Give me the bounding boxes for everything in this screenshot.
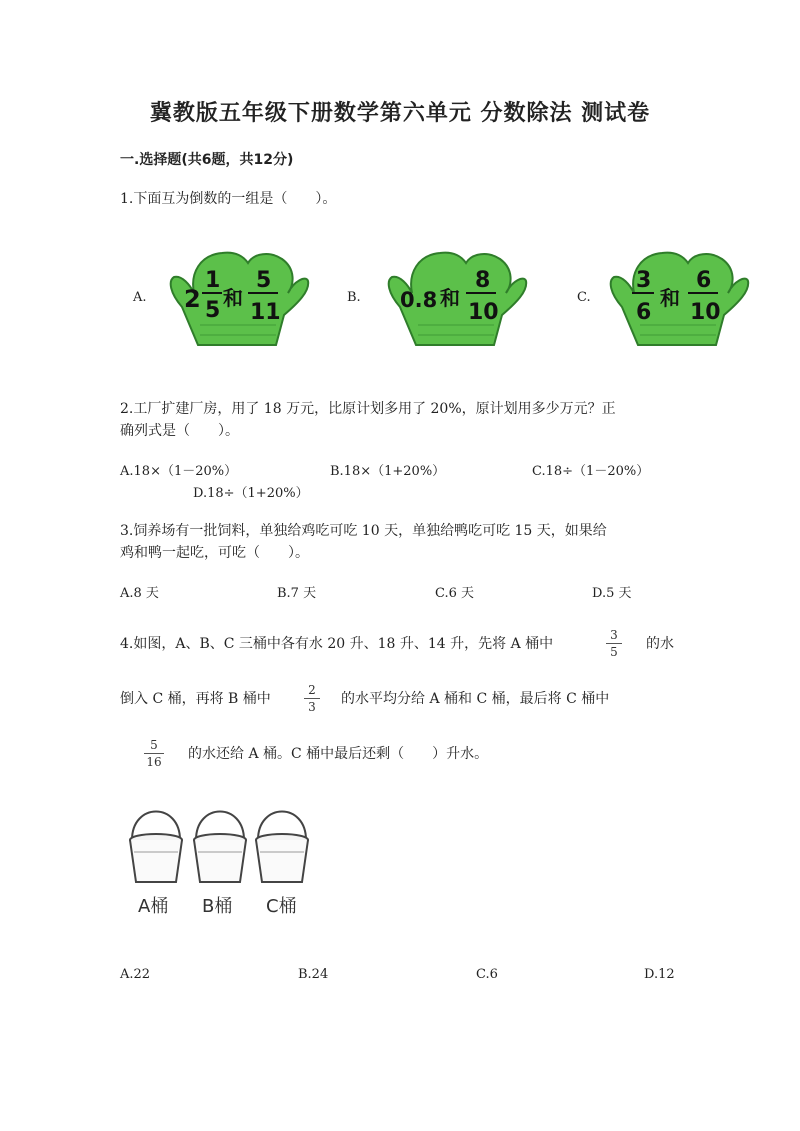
mitten-option-b-image (378, 245, 528, 355)
mitten-c-denominator-2: 10 (690, 300, 721, 325)
question-4-line-1a: 4.如图，A、B、C 三桶中各有水 20 升、18 升、14 升，先将 A 桶中 (120, 636, 554, 652)
mitten-b-and: 和 (440, 286, 460, 310)
q2-option-d: D.18÷（1+20%） (193, 486, 309, 501)
question-1-text: 1.下面互为倒数的一组是（ ）。 (120, 191, 337, 207)
fraction-3-denominator: 16 (146, 755, 162, 769)
q4-option-a: A.22 (120, 967, 151, 982)
mitten-option-c-image (600, 245, 750, 355)
mitten-b-left: 0.8 (400, 288, 438, 312)
q1-option-a-label: A. (133, 290, 147, 305)
question-2-line-2: 确列式是（ ）。 (120, 423, 239, 439)
q4-option-c: C.6 (476, 967, 498, 982)
q2-option-b: B.18×（1+20%） (330, 464, 446, 479)
mitten-c-numerator-1: 3 (636, 268, 652, 293)
q1-option-c-label: C. (577, 290, 591, 305)
section-heading: 一.选择题(共6题，共12分) (120, 152, 294, 168)
mitten-a-and: 和 (223, 286, 243, 310)
mitten-c-denominator-1: 6 (636, 300, 652, 325)
q3-option-c: C.6 天 (435, 586, 475, 601)
bucket-a-label: A桶 (138, 896, 169, 917)
bucket-c-label: C桶 (266, 896, 297, 917)
fraction-two-thirds (304, 683, 320, 714)
q3-option-d: D.5 天 (592, 586, 632, 601)
mitten-c-and: 和 (660, 286, 680, 310)
fraction-2-numerator: 2 (308, 683, 316, 697)
mitten-a-numerator-2: 5 (256, 268, 272, 293)
bucket-a-icon (130, 812, 182, 883)
fraction-five-sixteenths (144, 738, 164, 769)
q2-option-c: C.18÷（1－20%） (532, 464, 650, 479)
mitten-a-numerator-1: 1 (205, 268, 221, 293)
buckets-figure (120, 800, 320, 930)
fraction-1-denominator: 5 (610, 645, 618, 659)
mitten-b-numerator: 8 (475, 268, 491, 293)
question-3-line-1: 3.饲养场有一批饲料，单独给鸡吃可吃 10 天，单独给鸭吃可吃 15 天，如果给 (120, 523, 607, 539)
question-4-line-1b: 的水 (646, 636, 674, 652)
mitten-a-denominator-1: 5 (205, 298, 221, 323)
page-title: 冀教版五年级下册数学第六单元 分数除法 测试卷 (149, 101, 651, 126)
mitten-option-a-image (160, 245, 310, 355)
q4-option-d: D.12 (644, 967, 675, 982)
fraction-2-denominator: 3 (308, 700, 316, 714)
question-3-line-2: 鸡和鸭一起吃，可吃（ ）。 (120, 545, 309, 561)
q2-option-a: A.18×（1－20%） (120, 464, 238, 479)
question-4-line-3: 的水还给 A 桶。C 桶中最后还剩（ ）升水。 (188, 746, 489, 762)
mitten-c-numerator-2: 6 (696, 268, 712, 293)
mitten-a-denominator-2: 11 (250, 300, 281, 325)
q1-option-b-label: B. (347, 290, 361, 305)
fraction-3-numerator: 5 (150, 738, 158, 752)
question-2-line-1: 2.工厂扩建厂房，用了 18 万元，比原计划多用了 20%，原计划用多少万元？正 (120, 401, 616, 417)
bucket-b-label: B桶 (202, 896, 233, 917)
mitten-b-denominator: 10 (468, 300, 499, 325)
bucket-b-icon (194, 812, 246, 883)
q4-option-b: B.24 (298, 967, 329, 982)
question-4-line-2b: 的水平均分给 A 桶和 C 桶，最后将 C 桶中 (341, 691, 610, 707)
q3-option-a: A.8 天 (120, 586, 159, 601)
bucket-c-icon (256, 812, 308, 883)
q3-option-b: B.7 天 (277, 586, 317, 601)
mitten-a-whole: 2 (184, 285, 201, 313)
question-4-line-2a: 倒入 C 桶，再将 B 桶中 (120, 691, 271, 707)
fraction-three-fifths (606, 628, 622, 659)
fraction-1-numerator: 3 (610, 628, 618, 642)
